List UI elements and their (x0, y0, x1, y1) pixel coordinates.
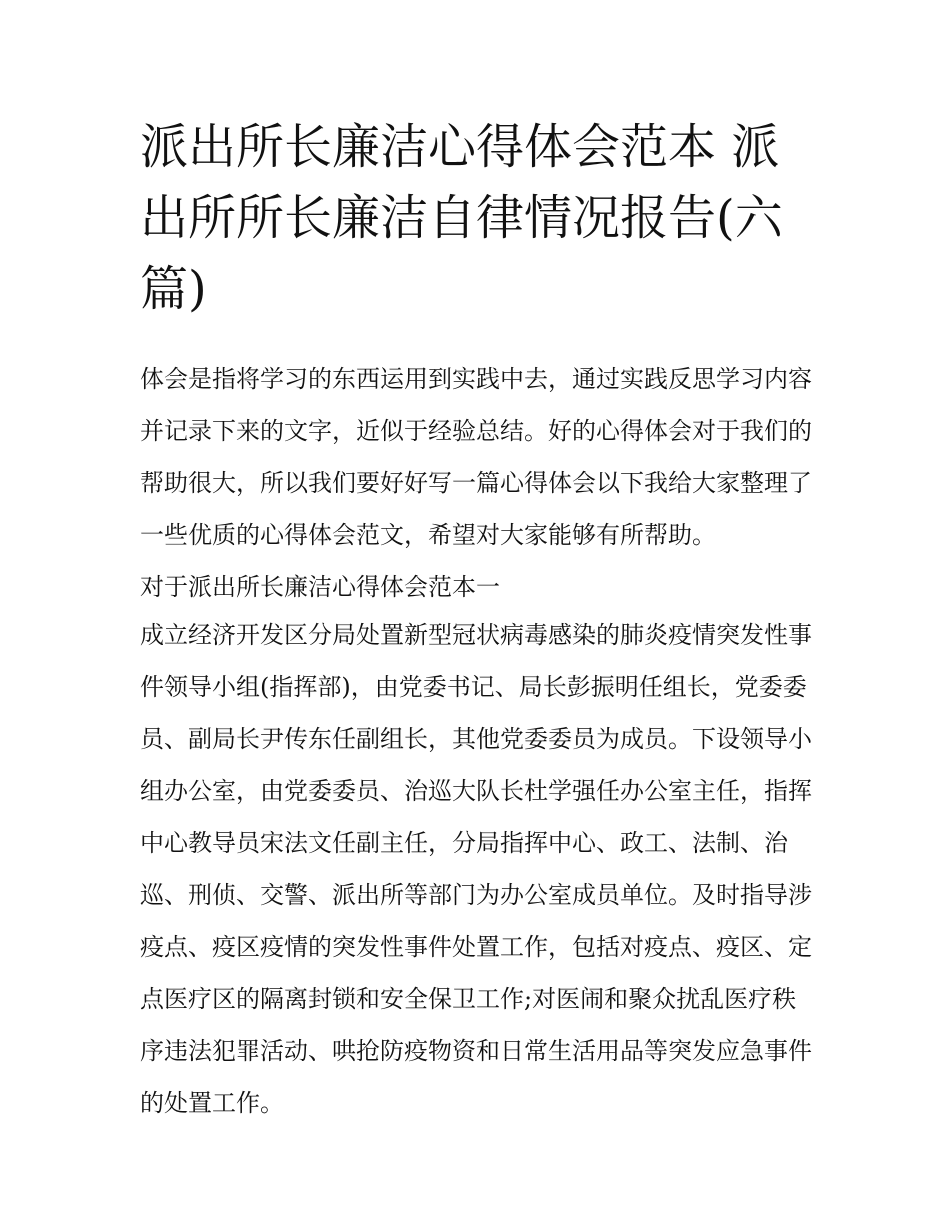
intro-paragraph: 体会是指将学习的东西运用到实践中去，通过实践反思学习内容并记录下来的文字，近似于经验总结。好的心得体会对于我们的帮助很大，所以我们要好好写一篇心得体会以下我给大家整理了一些优质的心得体会范文，希望对大家能够有所帮助。 (140, 365, 812, 549)
section-heading: 对于派出所长廉洁心得体会范本一 (140, 573, 500, 601)
section-body-paragraph: 成立经济开发区分局处置新型冠状病毒感染的肺炎疫情突发性事件领导小组(指挥部)，由党委书记、局长彭振明任组长，党委委员、副局长尹传东任副组长，其他党委委员为成员。下设领导小组办公室，由党委委员、治巡大队长杜学强任办公室主任，指挥中心教导员宋法文任副主任，分局指挥中心、政工、法制、治巡、刑侦、交警、派出所等部门为办公室成员单位。及时指导涉疫点、疫区疫情的突发性事件处置工作，包括对疫点、疫区、定点医疗区的隔离封锁和安全保卫工作;对医闹和聚众扰乱医疗秩序违法犯罪活动、哄抢防疫物资和日常生活用品等突发应急事件的处置工作。 (140, 621, 812, 1117)
document-title: 派出所长廉洁心得体会范本 派出所所长廉洁自律情况报告(六篇) (140, 119, 783, 317)
